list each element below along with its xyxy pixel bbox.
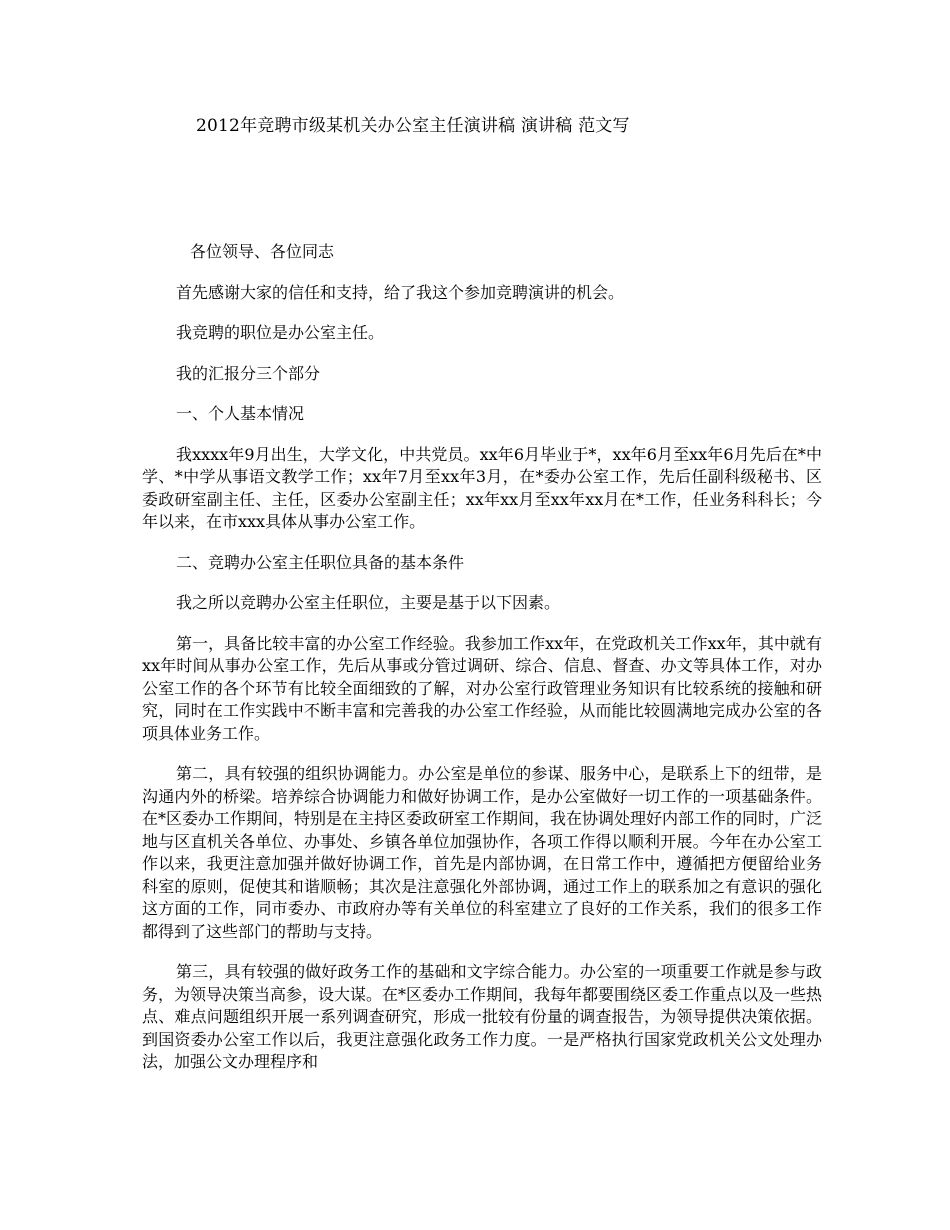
section-heading-1: 一、个人基本情况	[176, 404, 305, 423]
document-body	[142, 241, 822, 1092]
paragraph-point-1: 第一，具备比较丰富的办公室工作经验。我参加工作xx年，在党政机关工作xx年，其中就有xx年时间从事办公室工作，先后从事或分管过调研、综合、信息、督查、办文等具体工作，对办公室工作的各个环节有比较全面细致的了解，对办公室行政管理业务知识有比较系统的接触和研究，同时在工作实践中不断丰富和完善我的办公室工作经验，从而能比较圆满地完成办公室的各项具体业务工作。	[142, 633, 822, 743]
paragraph-position: 我竞聘的职位是办公室主任。	[176, 323, 385, 342]
paragraph-point-2: 第二，具有较强的组织协调能力。办公室是单位的参谋、服务中心，是联系上下的纽带，是沟通内外的桥梁。培养综合协调能力和做好协调工作，是办公室做好一切工作的一项基础条件。在*区委办工作期间，特别是在主持区委政研室工作期间，我在协调处理好内部工作的同时，广泛地与区直机关各单位、办事处、乡镇各单位加强协作，各项工作得以顺利开展。今年在办公室工作以来，我更注意加强并做好协调工作，首先是内部协调，在日常工作中，遵循把方便留给业务科室的原则，促使其和谐顺畅；其次是注意强化外部协调，通过工作上的联系加之有意识的强化这方面的工作，同市委办、市政府办等有关单位的科室建立了良好的工作关系，我们的很多工作都得到了这些部门的帮助与支持。	[142, 764, 823, 941]
paragraph-personal-info: 我xxxx年9月出生，大学文化，中共党员。xx年6月毕业于*，xx年6月至xx年6月先后在*中学、*中学从事语文教学工作；xx年7月至xx年3月，在*委办公室工作，先后任副科级秘书、区委政研室副主任、主任，区委办公室副主任；xx年xx月至xx年xx月在*工作，任业务科科长；今年以来，在市xxx具体从事办公室工作。	[142, 444, 822, 531]
paragraph-thanks: 首先感谢大家的信任和支持，给了我这个参加竞聘演讲的机会。	[176, 282, 625, 302]
document-title: 2012年竞聘市级某机关办公室主任演讲稿 演讲稿 范文写	[196, 116, 630, 136]
paragraph-point-3: 第三，具有较强的做好政务工作的基础和文字综合能力。办公室的一项重要工作就是参与政务，为领导决策当高参，设大谋。在*区委办工作期间，我每年都要围绕区委工作重点以及一些热点、难点问题组织开展一系列调查研究，形成一批较有份量的调查报告，为领导提供决策依据。到国资委办公室工作以后，我更注意强化政务工作力度。一是严格执行国家党政机关公文处理办法，加强公文办理程序和	[142, 962, 823, 1071]
paragraph-reasons-intro: 我之所以竞聘办公室主任职位，主要是基于以下因素。	[176, 593, 561, 612]
paragraph-report-outline: 我的汇报分三个部分	[176, 363, 321, 383]
section-heading-2: 二、竞聘办公室主任职位具备的基本条件	[176, 552, 465, 572]
paragraph-salutation: 各位领导、各位同志	[190, 242, 335, 261]
